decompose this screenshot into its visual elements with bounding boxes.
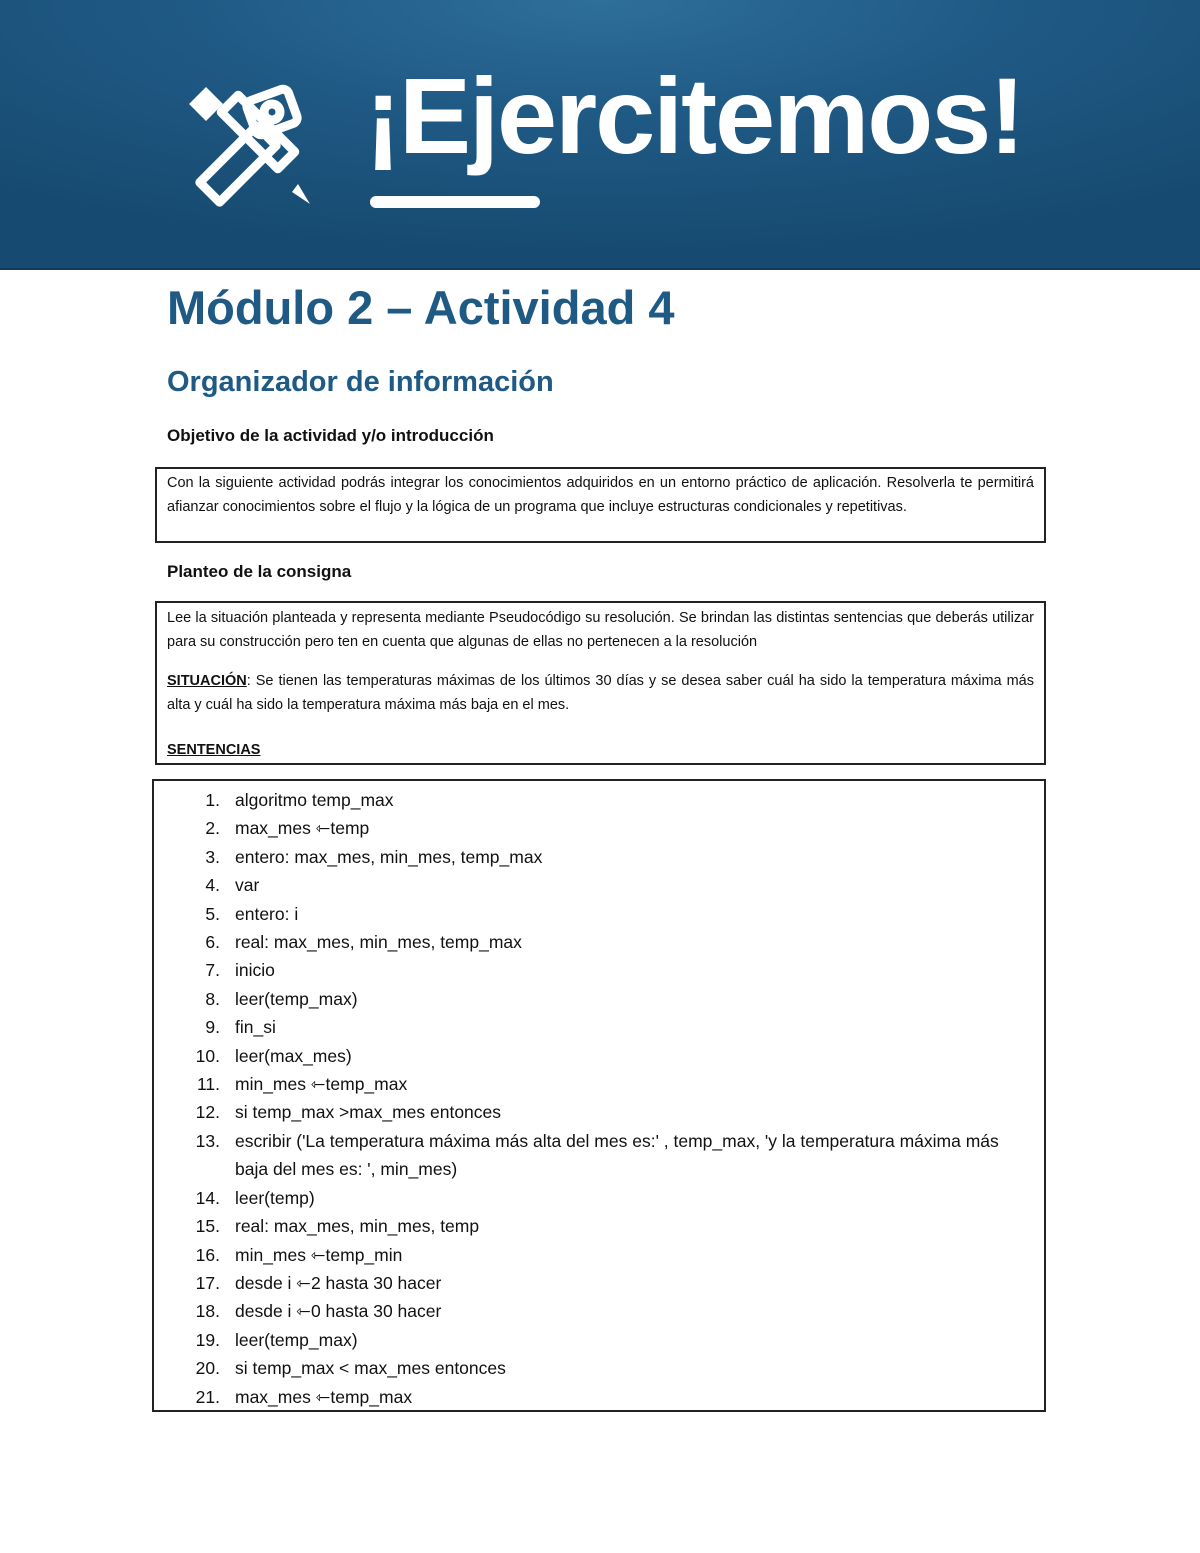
list-item-number: 1. xyxy=(205,790,220,810)
sentencias-label: SENTENCIAS xyxy=(167,742,261,758)
objective-text: Con la siguiente actividad podrás integrar los conocimientos adquiridos en un entorno práctico de aplicación. Resolverla te permitirá afianzar conocimientos sobre el flujo y la lógica de un programa que incluye estructuras condicionales y repetitivas. xyxy=(167,475,1034,515)
objective-box xyxy=(155,467,1046,543)
list-item-number: 4. xyxy=(205,875,220,896)
list-item-number: 7. xyxy=(205,960,220,981)
list-item-text: leer(max_mes) xyxy=(235,1045,352,1066)
sentencias-box xyxy=(152,779,1046,1412)
list-item xyxy=(184,1383,1004,1411)
list-item-text: real: max_mes, min_mes, temp_max xyxy=(235,932,522,953)
list-item xyxy=(184,1212,1004,1240)
list-item-number: 17. xyxy=(195,1272,220,1293)
list-item xyxy=(184,928,1004,956)
list-item-number: 14. xyxy=(195,1187,220,1208)
list-item xyxy=(184,1184,1004,1212)
list-item-text: fin_si xyxy=(235,1017,276,1038)
list-item xyxy=(184,871,1004,899)
list-item-number: 19. xyxy=(195,1329,220,1350)
list-item xyxy=(184,1297,1004,1325)
list-item-number: 20. xyxy=(195,1358,220,1379)
list-item-text: leer(temp_max) xyxy=(235,1329,358,1350)
list-item-text: max_mes ⇽temp xyxy=(235,818,370,839)
list-item-number: 12. xyxy=(195,1102,220,1123)
list-item-text: var xyxy=(235,875,260,896)
list-item-number: 15. xyxy=(195,1216,220,1237)
list-item xyxy=(184,1127,1004,1184)
list-item-number: 2. xyxy=(205,818,220,839)
list-item xyxy=(184,900,1004,928)
list-item-text: leer(temp) xyxy=(235,1187,315,1208)
list-item-text: si temp_max < max_mes entonces xyxy=(235,1358,506,1379)
list-item-text: entero: max_mes, min_mes, temp_max xyxy=(235,846,543,867)
list-item xyxy=(184,786,1004,814)
list-item-text: entero: i xyxy=(235,903,299,924)
list-item xyxy=(184,843,1004,871)
situacion-paragraph xyxy=(167,670,1034,717)
list-item xyxy=(184,985,1004,1013)
list-item-number: 5. xyxy=(205,903,220,924)
list-item-number: 6. xyxy=(205,932,220,953)
list-item-text: inicio xyxy=(235,960,275,981)
list-item-text: desde i ⇽0 hasta 30 hacer xyxy=(235,1301,442,1322)
consigna-intro: Lee la situación planteada y representa mediante Pseudocódigo su resolución. Se brindan las distintas sentencias que deberás utilizar para su construcción pero ten en cuenta que algunas de ellas no pertenecen a la resolución xyxy=(167,610,1034,650)
list-item xyxy=(184,1326,1004,1354)
section-subtitle: Organizador de información xyxy=(167,366,554,398)
list-item-text: algoritmo temp_max xyxy=(235,790,394,810)
list-item-number: 8. xyxy=(205,988,220,1009)
list-item xyxy=(184,1013,1004,1041)
list-item-number: 13. xyxy=(195,1130,220,1151)
banner-underline xyxy=(370,196,540,208)
list-item-number: 11. xyxy=(196,1074,220,1095)
list-item-number: 3. xyxy=(205,846,220,867)
banner-title: ¡Ejercitemos! xyxy=(365,55,1024,176)
list-item xyxy=(184,1098,1004,1126)
list-item-number: 16. xyxy=(195,1244,220,1265)
list-item-number: 9. xyxy=(205,1017,220,1038)
objective-heading: Objetivo de la actividad y/o introducción xyxy=(167,426,494,445)
situacion-label: SITUACIÓN xyxy=(167,673,247,689)
list-item-number: 18. xyxy=(195,1301,220,1322)
list-item xyxy=(184,1042,1004,1070)
list-item-number: 21. xyxy=(195,1386,220,1407)
list-item-number: 10. xyxy=(195,1045,220,1066)
consigna-heading: Planteo de la consigna xyxy=(167,562,352,581)
tools-icon xyxy=(188,80,318,210)
list-item-text: leer(temp_max) xyxy=(235,988,358,1009)
list-item xyxy=(184,1070,1004,1098)
consigna-box xyxy=(155,601,1046,765)
list-item xyxy=(184,1354,1004,1382)
list-item xyxy=(184,1241,1004,1269)
list-item xyxy=(184,1269,1004,1297)
list-item-text: max_mes ⇽temp_max xyxy=(235,1386,413,1407)
sentencias-list xyxy=(184,786,1004,1411)
list-item-text: si temp_max >max_mes entonces xyxy=(235,1102,502,1123)
situacion-text: : Se tienen las temperaturas máximas de los últimos 30 días y se desea saber cuál ha sido la temperatura máxima más alta y cuál ha sido la temperatura máxima más baja en el mes. xyxy=(167,673,1034,713)
list-item xyxy=(184,814,1004,842)
list-item-text: min_mes ⇽temp_min xyxy=(235,1244,403,1265)
list-item-text: escribir ('La temperatura máxima más alta del mes es:' , temp_max, 'y la temperatura máxima más baja del mes es: ', min_mes) xyxy=(235,1130,999,1180)
list-item-text: desde i ⇽2 hasta 30 hacer xyxy=(235,1272,442,1293)
list-item-text: min_mes ⇽temp_max xyxy=(235,1074,408,1095)
page-title: Módulo 2 – Actividad 4 xyxy=(167,281,675,334)
list-item-text: real: max_mes, min_mes, temp xyxy=(235,1216,480,1237)
list-item xyxy=(184,956,1004,984)
header-banner xyxy=(0,0,1200,270)
